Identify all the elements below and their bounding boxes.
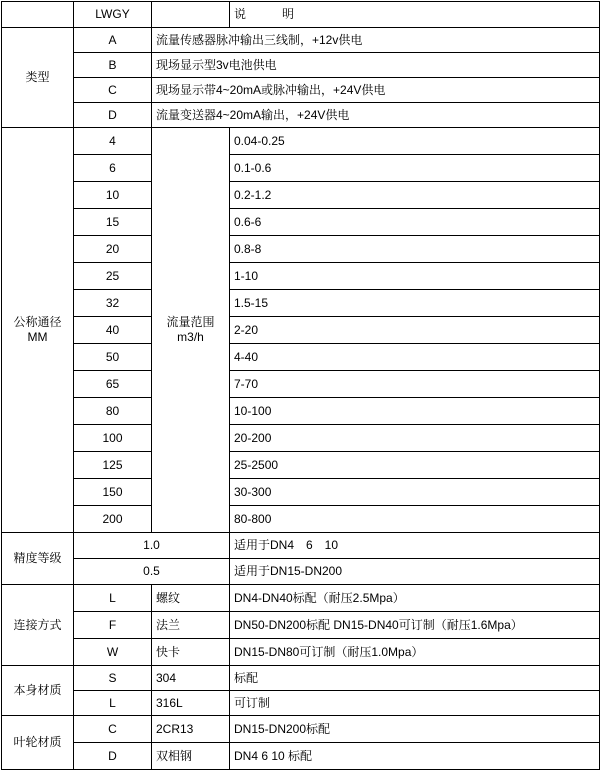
code-cell: 10 — [74, 182, 152, 209]
description-cell: 25-2500 — [230, 452, 600, 479]
table-row — [2, 317, 600, 344]
section-label-connection: 连接方式 — [2, 585, 74, 666]
code-cell: 20 — [74, 236, 152, 263]
table-row — [2, 691, 600, 716]
code-cell: 15 — [74, 209, 152, 236]
section-label-type: 类型 — [2, 28, 74, 128]
header-model-cell: LWGY — [74, 2, 152, 28]
description-cell: 适用于DN15-DN200 — [230, 559, 600, 585]
description-cell: 适用于DN4 6 10 — [230, 533, 600, 559]
middle-cell: 2CR13 — [152, 716, 230, 743]
middle-cell: 螺纹 — [152, 585, 230, 612]
code-cell: C — [74, 78, 152, 103]
table-row — [2, 103, 600, 128]
code-cell: 32 — [74, 290, 152, 317]
description-cell: DN15-DN80可订制（耐压1.0Mpa） — [230, 639, 600, 666]
table-row — [2, 666, 600, 691]
description-cell: 标配 — [230, 666, 600, 691]
description-cell: 4-40 — [230, 344, 600, 371]
description-cell: 1.5-15 — [230, 290, 600, 317]
code-cell: B — [74, 53, 152, 78]
description-cell: 0.2-1.2 — [230, 182, 600, 209]
code-cell: 4 — [74, 128, 152, 155]
header-category-cell — [2, 2, 74, 28]
description-cell: 现场显示型3v电池供电 — [152, 53, 600, 78]
section-label-body-material: 本身材质 — [2, 666, 74, 716]
description-cell: DN15-DN200标配 — [230, 716, 600, 743]
code-cell: L — [74, 691, 152, 716]
table-row — [2, 28, 600, 53]
description-cell: 1-10 — [230, 263, 600, 290]
table-row — [2, 78, 600, 103]
description-cell: 2-20 — [230, 317, 600, 344]
code-cell: 125 — [74, 452, 152, 479]
description-cell: 可订制 — [230, 691, 600, 716]
table-row — [2, 155, 600, 182]
code-cell: A — [74, 28, 152, 53]
description-cell: 现场显示带4~20mA或脉冲输出，+24V供电 — [152, 78, 600, 103]
code-cell: 6 — [74, 155, 152, 182]
table-row — [2, 128, 600, 155]
description-cell: 流量传感器脉冲输出三线制，+12v供电 — [152, 28, 600, 53]
table-row — [2, 612, 600, 639]
section-label-diameter-line2: MM — [27, 330, 48, 344]
description-cell: 7-70 — [230, 371, 600, 398]
description-cell: 0.04-0.25 — [230, 128, 600, 155]
table-row — [2, 236, 600, 263]
description-cell: DN50-DN200标配 DN15-DN40可订制（耐压1.6Mpa） — [230, 612, 600, 639]
description-cell: 10-100 — [230, 398, 600, 425]
table-header-row — [2, 2, 600, 28]
table-row — [2, 209, 600, 236]
table-row — [2, 533, 600, 559]
table-row — [2, 585, 600, 612]
header-description-cell: 说 明 — [230, 2, 600, 28]
flow-range-label-line2: m3/h — [177, 330, 204, 344]
table-row — [2, 452, 600, 479]
code-cell: W — [74, 639, 152, 666]
middle-cell: 304 — [152, 666, 230, 691]
table-row — [2, 398, 600, 425]
table-row — [2, 344, 600, 371]
code-cell: C — [74, 716, 152, 743]
table-row — [2, 743, 600, 770]
table-row — [2, 290, 600, 317]
code-cell: 40 — [74, 317, 152, 344]
table-row — [2, 559, 600, 585]
middle-cell: 316L — [152, 691, 230, 716]
table-row — [2, 506, 600, 533]
table-row — [2, 371, 600, 398]
middle-cell: 快卡 — [152, 639, 230, 666]
code-cell: 65 — [74, 371, 152, 398]
flow-range-label-line1: 流量范围 — [166, 315, 215, 329]
code-cell: 100 — [74, 425, 152, 452]
table-row — [2, 263, 600, 290]
code-cell: 50 — [74, 344, 152, 371]
description-cell: 0.6-6 — [230, 209, 600, 236]
description-cell: 20-200 — [230, 425, 600, 452]
description-cell: DN4-DN40标配（耐压2.5Mpa） — [230, 585, 600, 612]
code-cell: D — [74, 103, 152, 128]
code-cell: F — [74, 612, 152, 639]
table-row — [2, 425, 600, 452]
code-cell: 80 — [74, 398, 152, 425]
section-label-impeller-material: 叶轮材质 — [2, 716, 74, 770]
description-cell: DN4 6 10 标配 — [230, 743, 600, 770]
middle-cell: 双相钢 — [152, 743, 230, 770]
code-cell: 1.0 — [74, 533, 230, 559]
code-cell: 200 — [74, 506, 152, 533]
table-row — [2, 716, 600, 743]
section-label-accuracy: 精度等级 — [2, 533, 74, 585]
table-row — [2, 639, 600, 666]
code-cell: D — [74, 743, 152, 770]
flow-range-label — [152, 128, 230, 533]
code-cell: S — [74, 666, 152, 691]
code-cell: 150 — [74, 479, 152, 506]
specification-table — [1, 1, 600, 770]
code-cell: 0.5 — [74, 559, 230, 585]
code-cell: 25 — [74, 263, 152, 290]
table-row — [2, 182, 600, 209]
code-cell: L — [74, 585, 152, 612]
description-cell: 30-300 — [230, 479, 600, 506]
description-cell: 流量变送器4~20mA输出，+24V供电 — [152, 103, 600, 128]
middle-cell: 法兰 — [152, 612, 230, 639]
table-row — [2, 479, 600, 506]
description-cell: 0.8-8 — [230, 236, 600, 263]
table-row — [2, 53, 600, 78]
section-label-diameter — [2, 128, 74, 533]
description-cell: 0.1-0.6 — [230, 155, 600, 182]
header-middle-cell — [152, 2, 230, 28]
description-cell: 80-800 — [230, 506, 600, 533]
section-label-diameter-line1: 公称通径 — [13, 315, 62, 329]
